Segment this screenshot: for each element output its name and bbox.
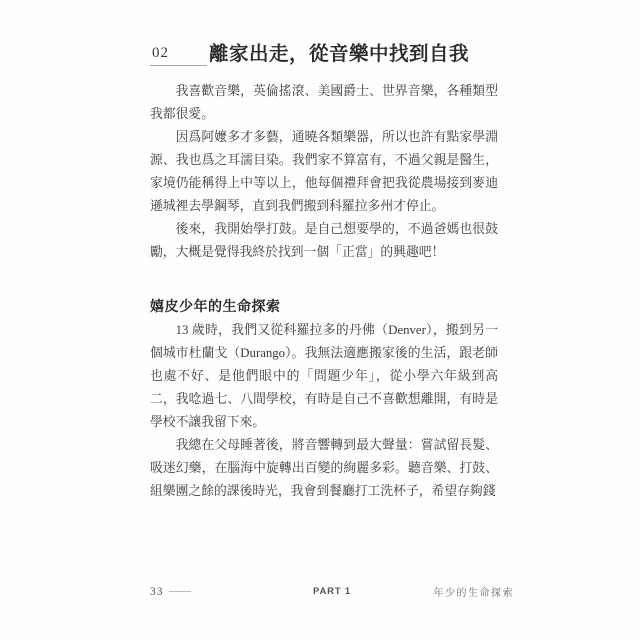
body-section-2 bbox=[150, 319, 498, 503]
chapter-number-rule bbox=[150, 44, 207, 66]
section-heading: 嬉皮少年的生命探索 bbox=[150, 298, 281, 314]
page-footer bbox=[150, 584, 514, 599]
body-paragraph: 我總在父母睡著後，將音響轉到最大聲量：嘗試留長髮、吸迷幻藥，在腦海中旋轉出百變的絢麗多彩。聽音樂、打鼓、組樂團之餘的課後時光，我會到餐廳打工洗杯子，希望存夠錢 bbox=[150, 438, 498, 498]
chapter-title: 離家出走，從音樂中找到自我 bbox=[209, 44, 470, 65]
chapter-header bbox=[150, 38, 469, 66]
footer-rule bbox=[169, 591, 191, 592]
page-number: 33 bbox=[150, 585, 164, 598]
body-paragraph: 後來，我開始學打鼓。是自己想要學的，不過爸媽也很鼓勵，大概是覺得我終於找到一個「正當」的興趣吧！ bbox=[150, 222, 498, 259]
footer-left bbox=[150, 586, 271, 598]
chapter-number: 02 bbox=[152, 45, 169, 61]
body-section-1 bbox=[150, 80, 498, 264]
body-paragraph: 13 歲時，我們又從科羅拉多的丹佛（Denver），搬到另一個城市杜蘭戈（Durango）。我無法適應搬家後的生活，跟老師也處不好、是他們眼中的「問題少年」，從小學六年級到高二，我唸過七、八間學校，有時是自己不喜歡想離開，有時是學校不讓我留下來。 bbox=[150, 323, 498, 429]
body-paragraph: 因爲阿嬤多才多藝，通曉各類樂器，所以也許有點家學淵源、我也爲之耳濡目染。我們家不算富有，不過父親是醫生，家境仍能稱得上中等以上，他每個禮拜會把我從農場接到麥迪遜城裡去學鋼琴，直到我們搬到科羅拉多州才停止。 bbox=[150, 130, 498, 213]
body-paragraph: 我喜歡音樂，英倫搖滾、美國爵士、世界音樂，各種類型我都很愛。 bbox=[150, 84, 498, 121]
footer-section-label: 年少的生命探索 bbox=[433, 588, 514, 599]
part-label: PART 1 bbox=[313, 586, 351, 597]
